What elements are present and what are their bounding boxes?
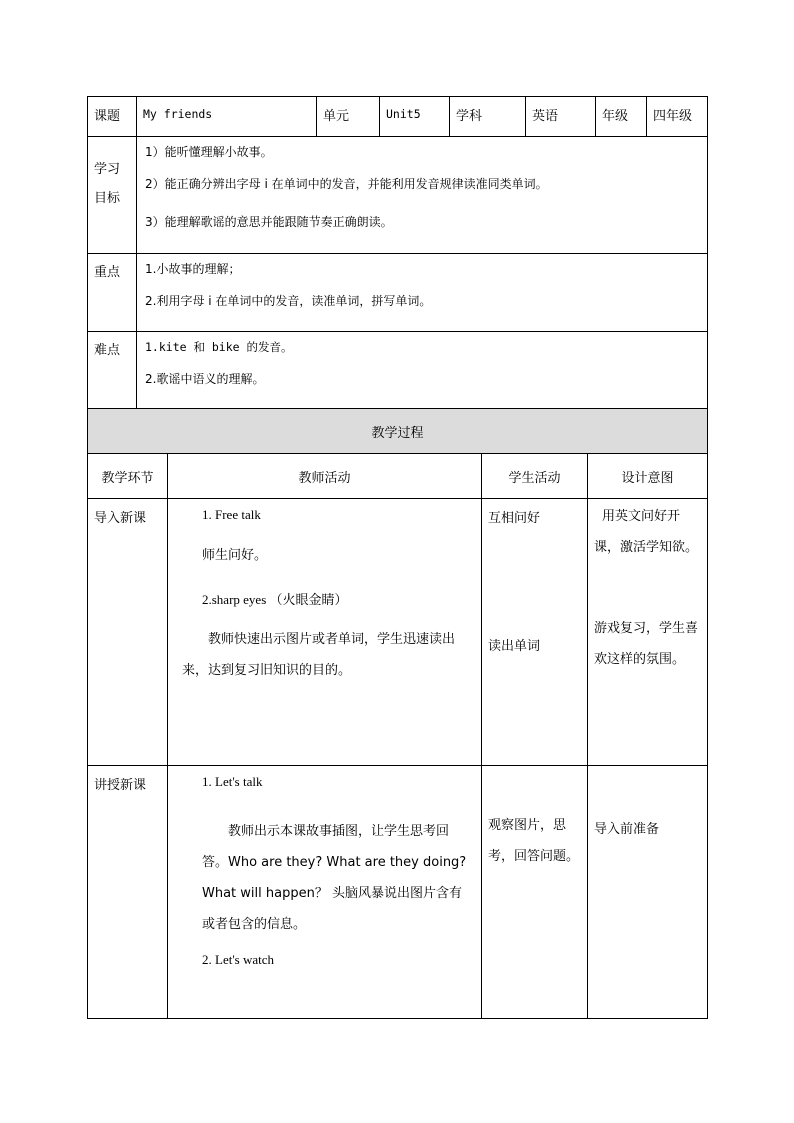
- teacher-cell: [168, 499, 482, 766]
- grade-label: 年级: [596, 97, 647, 137]
- key-points-row: [88, 254, 708, 332]
- goal-item: 1）能听懂理解小故事。: [145, 145, 273, 159]
- col-header-student: 学生活动: [482, 454, 588, 499]
- unit-label: 单元: [317, 97, 380, 137]
- goals-label: [88, 137, 137, 254]
- goals-content: [137, 137, 708, 254]
- lesson-info-table: [87, 96, 708, 410]
- process-title: 教学过程: [88, 409, 708, 454]
- goal-item: 3）能理解歌谣的意思并能跟随节奏正确朗读。: [145, 215, 393, 229]
- teacher-item: 1. Let's talk: [202, 774, 263, 789]
- header-row: [88, 97, 708, 137]
- teacher-item: 教师快速出示图片或者单词，学生迅速读出来，达到复习旧知识的目的。: [182, 632, 456, 678]
- difficulties-label: 难点: [88, 332, 137, 410]
- topic-label: 课题: [88, 97, 137, 137]
- student-item: 读出单词: [488, 639, 541, 654]
- subject-label: 学科: [450, 97, 526, 137]
- student-item: 互相问好: [488, 511, 541, 526]
- goal-item: 2）能正确分辨出字母 i 在单词中的发音，并能利用发音规律读准同类单词。: [145, 177, 548, 191]
- difficulty-item: 2.歌谣中语义的理解。: [145, 372, 265, 386]
- intent-item: 导入前准备: [594, 822, 660, 837]
- col-header-intent: 设计意图: [588, 454, 708, 499]
- goals-label-line1: 学习: [94, 162, 121, 177]
- process-header-row: [88, 454, 708, 499]
- unit-value: Unit5: [380, 97, 450, 137]
- intent-cell: [588, 499, 708, 766]
- student-cell: [482, 766, 588, 1019]
- intent-item: 游戏复习，学生喜欢这样的氛围。: [594, 621, 699, 667]
- key-points-label: 重点: [88, 254, 137, 332]
- table-row: [88, 766, 708, 1019]
- process-table: [87, 408, 708, 1019]
- goals-label-line2: 目标: [94, 191, 121, 206]
- process-title-row: [88, 409, 708, 454]
- teacher-item: 师生问好。: [202, 548, 268, 563]
- intent-item: 用英文问好开课，激活学知欲。: [594, 509, 699, 555]
- difficulties-row: [88, 332, 708, 410]
- subject-value: 英语: [526, 97, 596, 137]
- teacher-item: 2. Let's watch: [202, 952, 275, 967]
- stage-cell: 导入新课: [88, 499, 168, 766]
- difficulties-content: [137, 332, 708, 410]
- col-header-teacher: 教师活动: [168, 454, 482, 499]
- teacher-cell: [168, 766, 482, 1019]
- teacher-item: 2.sharp eyes （火眼金睛）: [202, 592, 348, 607]
- table-row: [88, 499, 708, 766]
- key-point-item: 1.小故事的理解；: [145, 262, 241, 276]
- key-point-item: 2.利用字母 i 在单词中的发音，读准单词，拼写单词。: [145, 294, 432, 308]
- student-item: 观察图片，思考，回答问题。: [488, 818, 580, 864]
- teacher-item: 1. Free talk: [202, 507, 261, 522]
- teacher-item: 教师出示本课故事插图，让学生思考回答。Who are they? What are they doing? What will happen？ 头脑风暴说出图片含有或者包含的信息。: [202, 824, 467, 932]
- col-header-stage: 教学环节: [88, 454, 168, 499]
- student-cell: [482, 499, 588, 766]
- key-points-content: [137, 254, 708, 332]
- topic-value: My friends: [137, 97, 317, 137]
- difficulty-item: 1.kite 和 bike 的发音。: [145, 340, 293, 354]
- intent-cell: [588, 766, 708, 1019]
- grade-value: 四年级: [647, 97, 708, 137]
- goals-row: [88, 137, 708, 254]
- stage-cell: 讲授新课: [88, 766, 168, 1019]
